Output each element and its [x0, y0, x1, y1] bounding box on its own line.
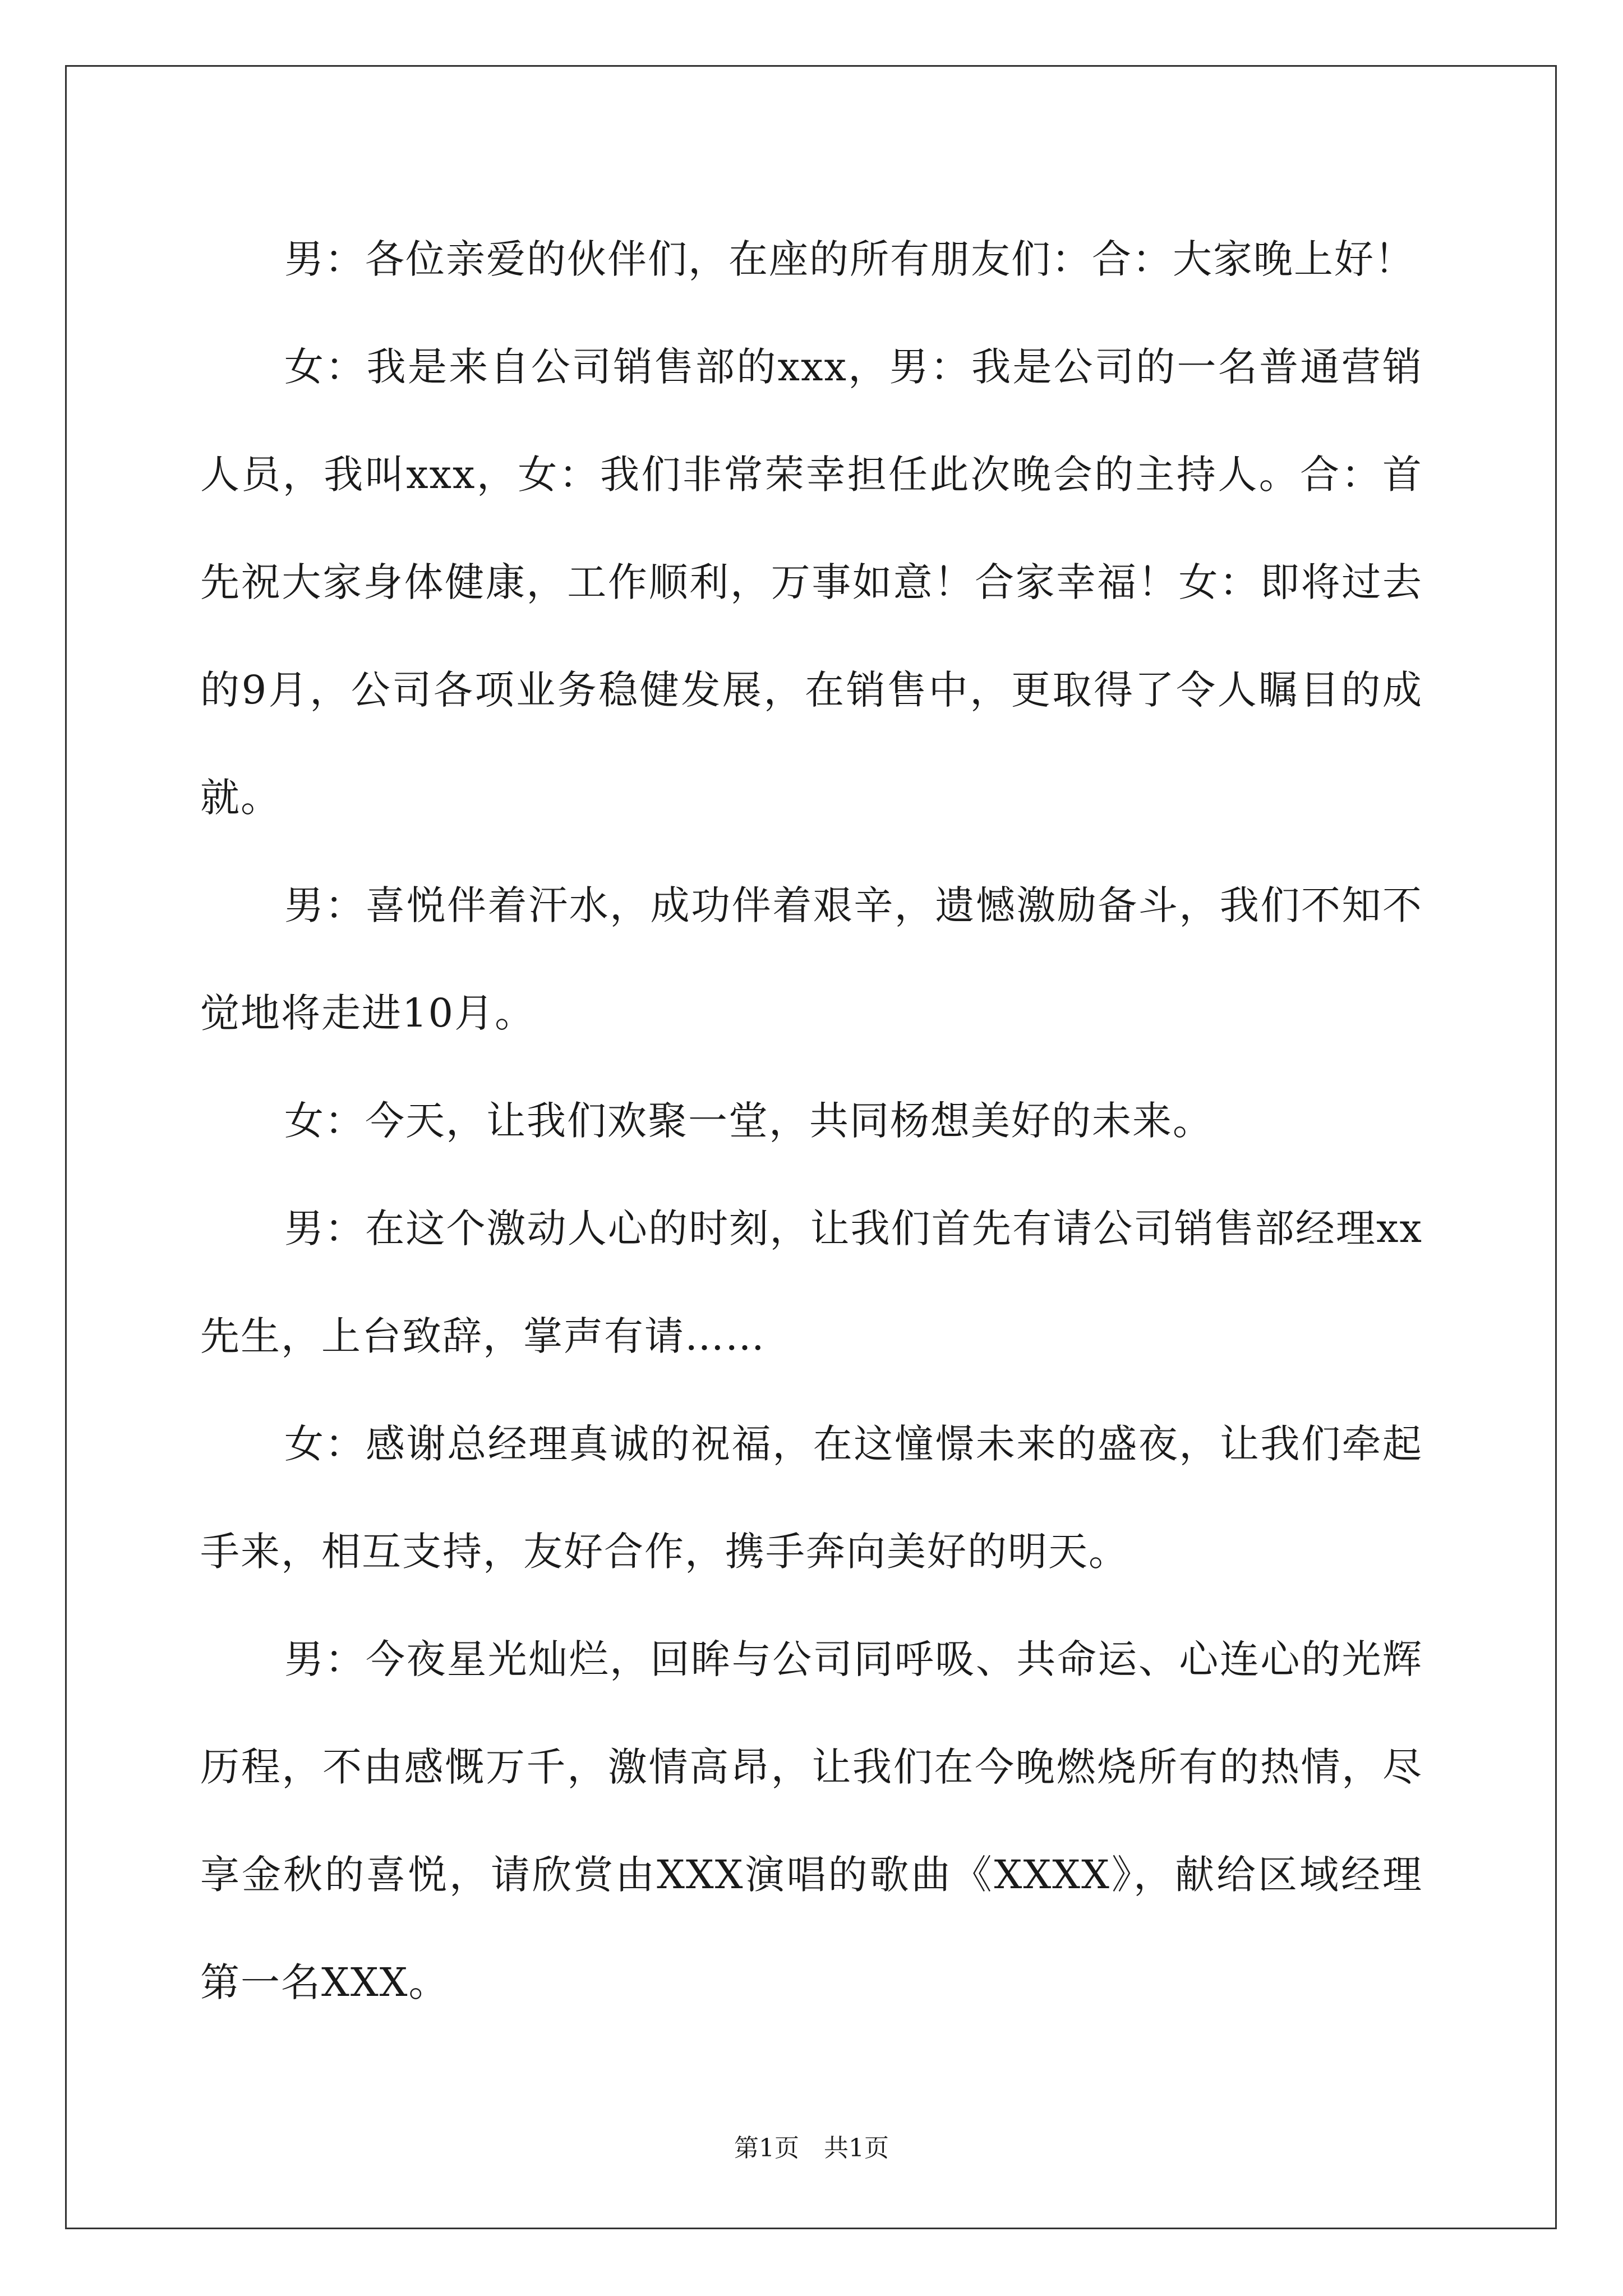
- paragraph: 男：各位亲爱的伙伴们，在座的所有朋友们：合：大家晚上好！: [284, 236, 1415, 282]
- paragraph: 男：今夜星光灿烂，回眸与公司同呼吸、共命运、心连心的光辉历程，不由感慨万千，激情高昂，让我们在今晚燃烧所有的热情，尽享金秋的喜悦，请欣赏由XXX演唱的歌曲《XXXX》，献给区域经理第一名XXX。: [200, 1636, 1423, 2005]
- paragraph: 女：今天，让我们欢聚一堂，共同杨想美好的未来。: [284, 1098, 1213, 1144]
- paragraph: 男：在这个激动人心的时刻，让我们首先有请公司销售部经理xx先生，上台致辞，掌声有请……: [200, 1205, 1423, 1359]
- paragraph: 女：我是来自公司销售部的xxx，男：我是公司的一名普通营销人员，我叫xxx，女：我们非常荣幸担任此次晚会的主持人。合：首先祝大家身体健康，工作顺利，万事如意！合家幸福！女：即将过去的9月，公司各项业务稳健发展，在销售中，更取得了令人瞩目的成就。: [200, 344, 1423, 821]
- paragraph: 女：感谢总经理真诚的祝福，在这憧憬未来的盛夜，让我们牵起手来，相互支持，友好合作，携手奔向美好的明天。: [200, 1421, 1423, 1575]
- document-body: [200, 205, 1423, 2036]
- page-footer: 第1页 共1页: [734, 2134, 889, 2162]
- paragraph: 男：喜悦伴着汗水，成功伴着艰辛，遗憾激励备斗，我们不知不觉地将走进10月。: [200, 882, 1423, 1036]
